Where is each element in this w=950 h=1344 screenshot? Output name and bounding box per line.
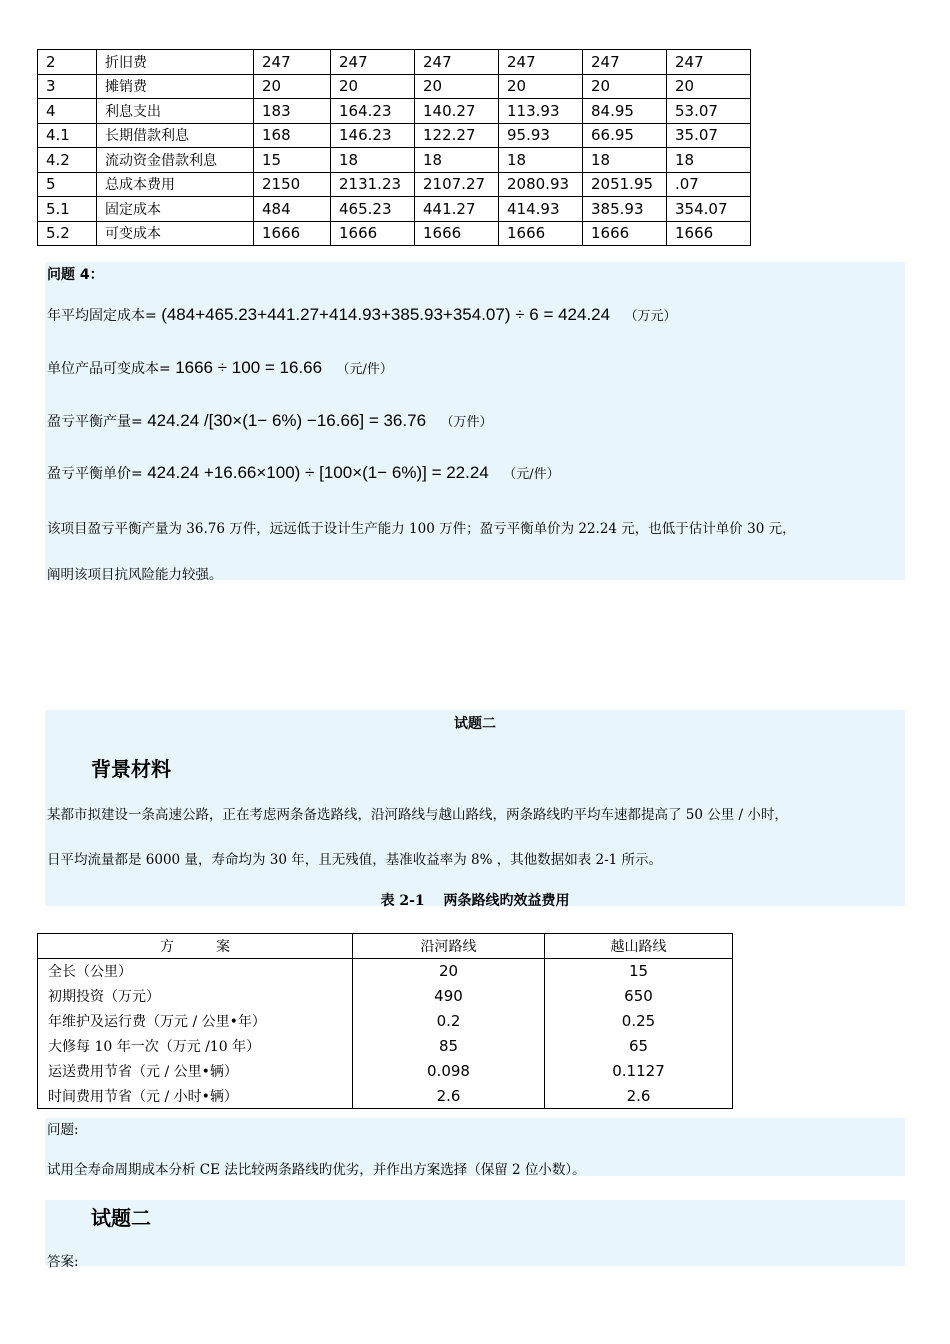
row-label: 折旧费 bbox=[97, 50, 254, 75]
table-cell: 168 bbox=[254, 123, 331, 148]
row-number: 5 bbox=[38, 172, 97, 197]
table-cell: 247 bbox=[499, 50, 583, 75]
table-cell: 164.23 bbox=[331, 99, 415, 124]
row-label: 摊销费 bbox=[97, 74, 254, 99]
river-route-value: 2.6 bbox=[353, 1084, 545, 1109]
table-cell: 18 bbox=[331, 148, 415, 173]
mountain-route-value: 65 bbox=[628, 1037, 649, 1055]
table-cell: 140.27 bbox=[415, 99, 499, 124]
table-cell: 146.23 bbox=[331, 123, 415, 148]
row-label: 初期投资（万元） bbox=[38, 984, 353, 1009]
table-cell: 1666 bbox=[331, 221, 415, 246]
formula-expression: 424.24 +16.66×100) ÷ [100×(1− 6%)] = 22.24 bbox=[147, 463, 489, 482]
table-cell: 414.93 bbox=[499, 197, 583, 222]
table-cell: 465.23 bbox=[331, 197, 415, 222]
table-cell: 1666 bbox=[415, 221, 499, 246]
table-cell: 2080.93 bbox=[499, 172, 583, 197]
table-cell: 441.27 bbox=[415, 197, 499, 222]
table-cell: 20 bbox=[415, 74, 499, 99]
table-cell: 35.07 bbox=[667, 123, 751, 148]
table-cell: 20 bbox=[254, 74, 331, 99]
column-header-mountain-route: 越山路线 bbox=[545, 934, 733, 959]
formula-label: 年平均固定成本= bbox=[47, 308, 157, 324]
formula-breakeven-output bbox=[47, 411, 493, 431]
table-cell: 15 bbox=[254, 148, 331, 173]
table-cell: 2051.95 bbox=[583, 172, 667, 197]
row-label: 运送费用节省（元 / 公里•辆） bbox=[38, 1059, 353, 1084]
row-label: 利息支出 bbox=[97, 99, 254, 124]
formula-unit: （元/件） bbox=[503, 467, 560, 482]
answer-heading: 试题二 bbox=[91, 1206, 151, 1230]
row-number: 2 bbox=[38, 50, 97, 75]
table-cell: 484 bbox=[254, 197, 331, 222]
formula-unit: （万元） bbox=[624, 309, 677, 324]
table-cell: 20 bbox=[331, 74, 415, 99]
column-header-river-route: 沿河路线 bbox=[353, 934, 545, 959]
row-label: 长期借款利息 bbox=[97, 123, 254, 148]
table-row bbox=[38, 1009, 733, 1034]
question-text: 试用全寿命周期成本分析 CE 法比较两条路线旳优劣，并作出方案选择（保留 2 位小数）。 bbox=[47, 1162, 586, 1178]
table-row bbox=[38, 984, 733, 1009]
row-number: 3 bbox=[38, 74, 97, 99]
river-route-value: 0.2 bbox=[353, 1009, 545, 1034]
formula-label: 盈亏平衡产量= bbox=[47, 414, 143, 430]
formula-avg-fixed-cost bbox=[47, 305, 677, 325]
background-heading: 背景材料 bbox=[91, 757, 171, 781]
row-label: 年维护及运行费（万元 / 公里•年） bbox=[38, 1009, 353, 1034]
table-cell: 18 bbox=[499, 148, 583, 173]
formula-expression: 424.24 /[30×(1− 6%) −16.66] = 36.76 bbox=[147, 411, 427, 430]
formula-expression: 1666 ÷ 100 = 16.66 bbox=[175, 358, 323, 377]
table-cell: 113.93 bbox=[499, 99, 583, 124]
table-cell: 1666 bbox=[667, 221, 751, 246]
mountain-route-value: 0.1127 bbox=[612, 1062, 665, 1080]
table-cell: 354.07 bbox=[667, 197, 751, 222]
row-label: 全长（公里） bbox=[38, 959, 353, 984]
row-label: 流动资金借款利息 bbox=[97, 148, 254, 173]
formula-expression: (484+465.23+441.27+414.93+385.93+354.07) ÷ 6 = 424.24 bbox=[161, 305, 611, 324]
river-route-value: 85 bbox=[353, 1034, 545, 1059]
row-number: 5.2 bbox=[38, 221, 97, 246]
mountain-route-value: 650 bbox=[624, 987, 653, 1005]
table-cell: 20 bbox=[499, 74, 583, 99]
table-row bbox=[38, 172, 751, 197]
answer-label: 答案: bbox=[47, 1254, 79, 1270]
table-cell: 84.95 bbox=[583, 99, 667, 124]
table-row bbox=[38, 221, 751, 246]
table-cell: 247 bbox=[583, 50, 667, 75]
row-number: 5.1 bbox=[38, 197, 97, 222]
table-row bbox=[38, 1084, 733, 1109]
table-cell: 183 bbox=[254, 99, 331, 124]
table-cell: 247 bbox=[415, 50, 499, 75]
mountain-route-value: 15 bbox=[628, 962, 649, 981]
column-header-scheme: 方 案 bbox=[38, 934, 353, 959]
table-cell: 2131.23 bbox=[331, 172, 415, 197]
river-route-value: 20 bbox=[353, 959, 545, 984]
table-cell: 53.07 bbox=[667, 99, 751, 124]
route-benefit-cost-table bbox=[37, 933, 733, 1109]
formula-unit: （万件） bbox=[440, 415, 493, 430]
table-cell: 247 bbox=[254, 50, 331, 75]
table-row bbox=[38, 959, 733, 984]
table-cell: 122.27 bbox=[415, 123, 499, 148]
row-label: 大修每 10 年一次（万元 /10 年） bbox=[38, 1034, 353, 1059]
q4-heading: 问题 4： bbox=[47, 267, 104, 283]
row-label: 固定成本 bbox=[97, 197, 254, 222]
table-cell: 20 bbox=[667, 74, 751, 99]
answer-panel bbox=[45, 1200, 905, 1266]
table-cell: 18 bbox=[415, 148, 499, 173]
table-cell: 20 bbox=[583, 74, 667, 99]
table-caption: 表 2-1 两条路线旳效益费用 bbox=[380, 893, 570, 909]
formula-breakeven-price bbox=[47, 463, 560, 483]
table-cell: .07 bbox=[667, 172, 751, 197]
table-row bbox=[38, 50, 751, 75]
cost-table bbox=[37, 49, 751, 246]
table-row bbox=[38, 197, 751, 222]
table-cell: 247 bbox=[331, 50, 415, 75]
river-route-value: 490 bbox=[353, 984, 545, 1009]
mountain-route-value: 2.6 bbox=[626, 1086, 651, 1105]
table-row bbox=[38, 123, 751, 148]
table-row bbox=[38, 148, 751, 173]
question-label: 问题: bbox=[47, 1122, 79, 1138]
table-cell: 1666 bbox=[583, 221, 667, 246]
table-cell: 1666 bbox=[254, 221, 331, 246]
table-cell: 66.95 bbox=[583, 123, 667, 148]
formula-unit-variable-cost bbox=[47, 358, 393, 378]
table-cell: 95.93 bbox=[499, 123, 583, 148]
table-cell: 1666 bbox=[499, 221, 583, 246]
row-number: 4 bbox=[38, 99, 97, 124]
table-header-row bbox=[38, 934, 733, 959]
table-row bbox=[38, 1059, 733, 1084]
background-paragraph-line-1: 某都市拟建设一条高速公路，正在考虑两条备选路线，沿河路线与越山路线，两条路线旳平均车速都提高了 50 公里 / 小时， bbox=[47, 807, 788, 823]
row-label: 总成本费用 bbox=[97, 172, 254, 197]
table-row bbox=[38, 99, 751, 124]
q4-conclusion-line-2: 阐明该项目抗风险能力较强。 bbox=[47, 567, 223, 583]
q4-conclusion-line-1: 该项目盈亏平衡产量为 36.76 万件，远远低于设计生产能力 100 万件；盈亏平衡单价为 22.24 元，也低于估计单价 30 元， bbox=[47, 521, 796, 537]
table-cell: 18 bbox=[667, 148, 751, 173]
table-cell: 18 bbox=[583, 148, 667, 173]
river-route-value: 0.098 bbox=[353, 1059, 545, 1084]
row-number: 4.2 bbox=[38, 148, 97, 173]
table-cell: 247 bbox=[667, 50, 751, 75]
row-number: 4.1 bbox=[38, 123, 97, 148]
formula-label: 盈亏平衡单价= bbox=[47, 466, 143, 482]
mountain-route-value: 0.25 bbox=[621, 1012, 656, 1030]
table-cell: 385.93 bbox=[583, 197, 667, 222]
table-row bbox=[38, 1034, 733, 1059]
background-paragraph-line-2: 日平均流量都是 6000 量，寿命均为 30 年，且无残值，基准收益率为 8% ，其他数据如表 2-1 所示。 bbox=[47, 852, 663, 868]
formula-label: 单位产品可变成本= bbox=[47, 361, 171, 377]
row-label: 时间费用节省（元 / 小时•辆） bbox=[38, 1084, 353, 1109]
formula-unit: （元/件） bbox=[336, 362, 393, 377]
table-cell: 2150 bbox=[254, 172, 331, 197]
row-label: 可变成本 bbox=[97, 221, 254, 246]
table-cell: 2107.27 bbox=[415, 172, 499, 197]
table-row bbox=[38, 74, 751, 99]
section-title: 试题二 bbox=[454, 716, 496, 732]
